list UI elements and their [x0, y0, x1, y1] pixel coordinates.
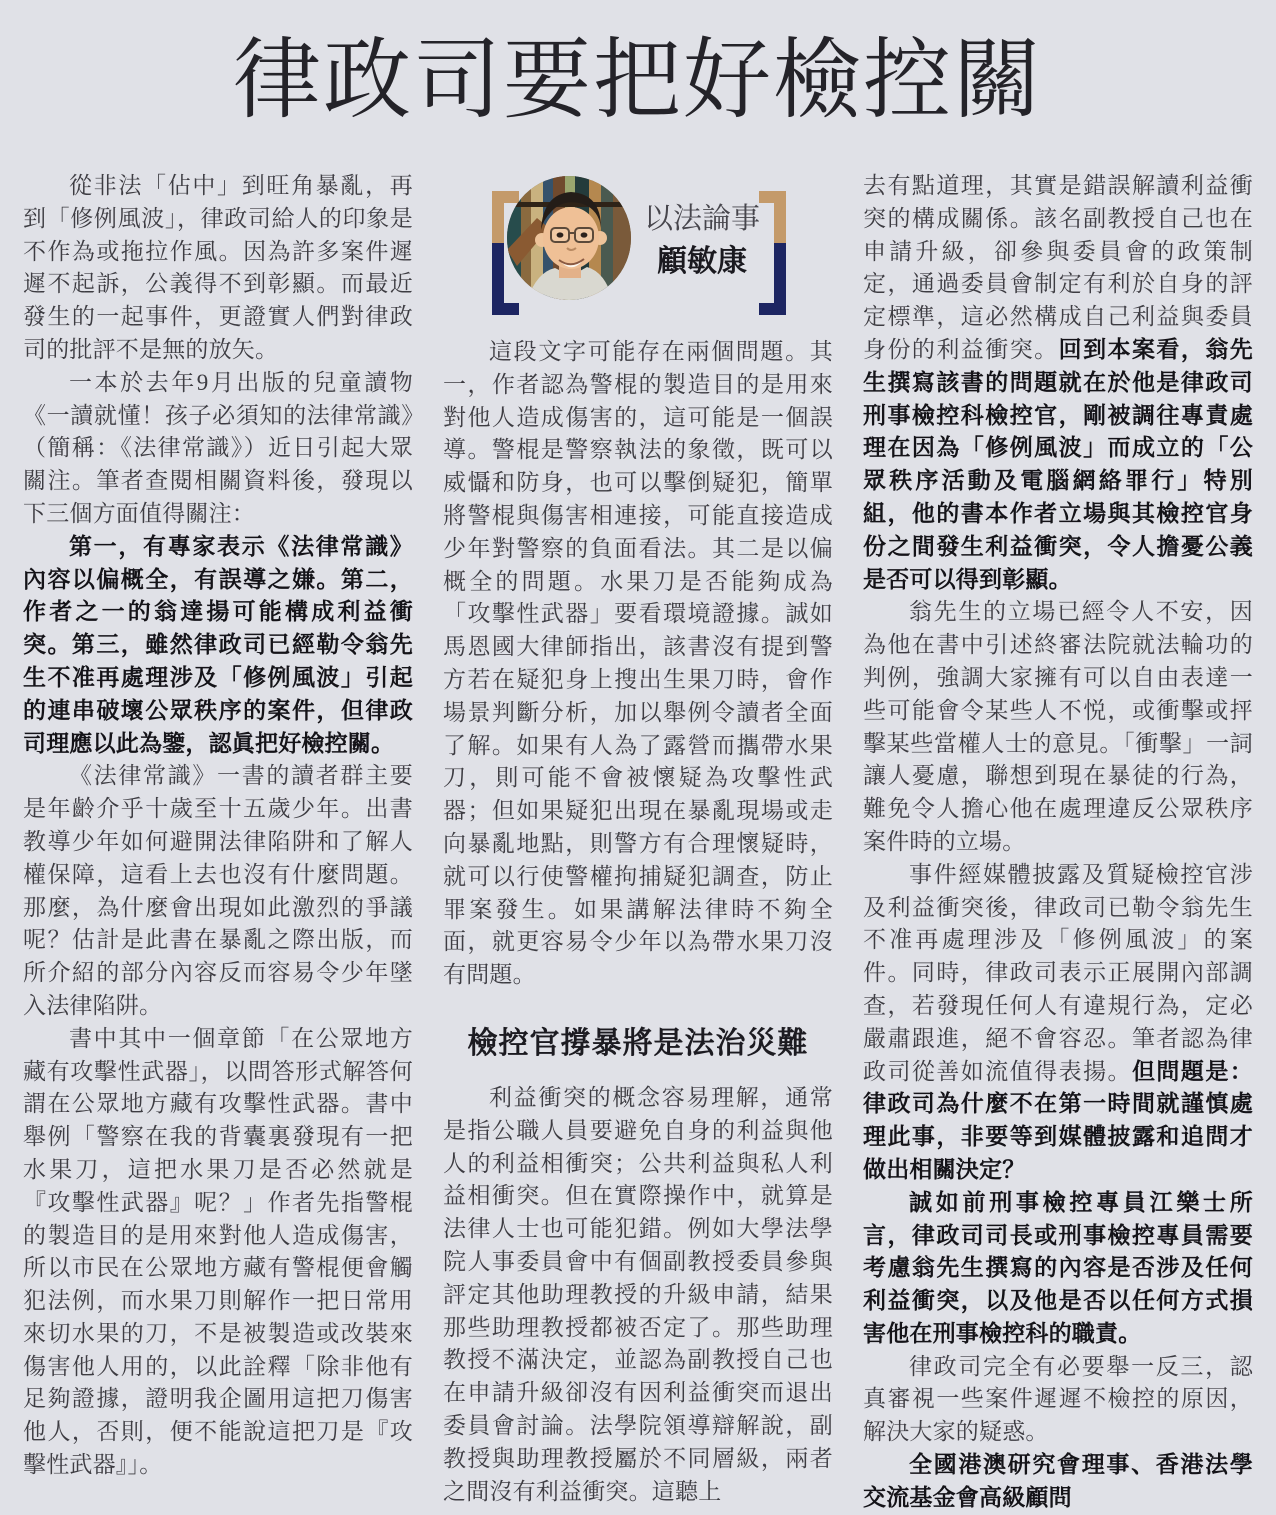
text-run: 事件經媒體披露及質疑檢控官涉及利益衝突後，律政司已勒令翁先生不准再處理涉及「修例風波」的案件。同時，律政司表示正展開內部調查，若發現任何人有違規行為，定必嚴肅跟進，絕不會容忍。筆者認為律政司從善如流值得表揚。	[863, 861, 1253, 1084]
paragraph	[23, 531, 413, 761]
bold-text-run: 全國港澳研究會理事、香港法學交流基金會高級顧問	[863, 1452, 1253, 1510]
paragraph	[863, 170, 1253, 596]
paragraph	[863, 1449, 1253, 1515]
byline-column-name: 以法論事	[643, 203, 760, 235]
text-run: 《法律常識》一書的讀者群主要是年齡介乎十歲至十五歲少年。出書教導少年如何避開法律陷阱和了解人權保障，這看上去也沒有什麼問題。那麼，為什麼會出現如此激烈的爭議呢？估計是此書在暴亂之際出版，而所介紹的部分內容反而容易令少年墜入法律陷阱。	[23, 763, 413, 1018]
bold-text-run: 回到本案看，翁先生撰寫該書的問題就在於他是律政司刑事檢控科檢控官，剛被調往專責處理在因為「修例風波」而成立的「公眾秩序活動及電腦網絡罪行」特別組，他的書本作者立場與其檢控官身份之間發生利益衝突，令人擔憂公義是否可以得到彰顯。	[863, 336, 1253, 592]
article-columns	[0, 170, 1276, 1515]
paragraph	[863, 1351, 1253, 1449]
text-run: 書中其中一個章節「在公眾地方藏有攻擊性武器」，以問答形式解答何謂在公眾地方藏有攻擊性武器。書中舉例「警察在我的背囊裏發現有一把水果刀，這把水果刀是否必然就是『攻擊性武器』呢？」作者先指警棍的製造目的是用來對他人造成傷害，所以市民在公眾地方藏有警棍便會觸犯法例，而水果刀則解作一把日常用來切水果的刀，不是被製造或改裝來傷害他人用的，以此詮釋「除非他有足夠證據，證明我企圖用這把刀傷害他人，否則，便不能說這把刀是『攻擊性武器』」。	[23, 1025, 413, 1478]
text-run: 一本於去年9月出版的兒童讀物《一讀就懂！孩子必須知的法律常識》（簡稱：《法律常識》）近日引起大眾關注。筆者查閱相關資料後，發現以下三個方面值得關注：	[23, 369, 413, 526]
article-title: 律政司要把好檢控關	[232, 33, 1043, 130]
text-run: 律政司完全有必要舉一反三，認真審視一些案件遲遲不檢控的原因，解決大家的疑惑。	[863, 1353, 1253, 1445]
paragraph	[23, 367, 413, 531]
bold-text-run: 但問題是：律政司為什麼不在第一時間就謹慎處理此事，非要等到媒體披露和追問才做出相關決定？	[863, 1058, 1253, 1182]
text-run: 去有點道理，其實是錯誤解讀利益衝突的構成關係。該名副教授自己也在申請升級，卻參與委員會的政策制定，通過委員會制定有利於自身的評定標準，這必然構成自己利益與委員身份的利益衝突。	[863, 173, 1253, 362]
text-run: 利益衝突的概念容易理解，通常是指公職人員要避免自身的利益與他人的利益相衝突；公共利益與私人利益相衝突。但在實際操作中，就算是法律人士也可能犯錯。例如大學法學院人事委員會中有個副教授委員參與評定其他助理教授的升級申請，結果那些助理教授都被否定了。那些助理教授不滿決定，並認為副教授自己也在申請升級卻沒有因利益衝突而退出委員會討論。法學院領導辯解說，副教授與助理教授屬於不同層級，兩者之間沒有利益衝突。這聽上	[443, 1084, 833, 1504]
section-subheading: 檢控官撐暴將是法治災難	[467, 1026, 809, 1060]
column-middle	[443, 170, 833, 1508]
newspaper-page	[0, 26, 1276, 1510]
paragraph	[23, 170, 413, 367]
author-photo	[507, 176, 631, 300]
paragraph	[23, 1023, 413, 1482]
paragraph	[443, 1082, 833, 1508]
paragraph	[863, 596, 1253, 858]
paragraph	[863, 1187, 1253, 1351]
paragraph	[443, 336, 833, 992]
column-left	[23, 170, 413, 1482]
byline-text	[639, 202, 765, 280]
paragraph	[23, 760, 413, 1022]
text-run: 從非法「佔中」到旺角暴亂，再到「修例風波」，律政司給人的印象是不作為或拖拉作風。因為許多案件遲遲不起訴，公義得不到彰顯。而最近發生的一起事件，更證實人們對律政司的批評不是無的放矢。	[23, 173, 413, 362]
text-run: 這段文字可能存在兩個問題。其一，作者認為警棍的製造目的是用來對他人造成傷害的，這可能是一個誤導。警棍是警察執法的象徵，既可以威懾和防身，也可以擊倒疑犯，簡單將警棍與傷害相連接，可能直接造成少年對警察的負面看法。其二是以偏概全的問題。水果刀是否能夠成為「攻擊性武器」要看環境證據。誠如馬恩國大律師指出，該書沒有提到警方若在疑犯身上搜出生果刀時，會作場景判斷分析，加以舉例令讀者全面了解。如果有人為了露營而攜帶水果刀，則可能不會被懷疑為攻擊性武器；但如果疑犯出現在暴亂現場或走向暴亂地點，則警方有合理懷疑時，就可以行使警權拘捕疑犯調查，防止罪案發生。如果講解法律時不夠全面，就更容易令少年以為帶水果刀沒有問題。	[443, 339, 833, 988]
text-run: 翁先生的立場已經令人不安，因為他在書中引述終審法院就法輪功的判例，強調大家擁有可以自由表達一些可能會令某些人不悦，或衝擊或抨擊某些當權人士的意見。「衝擊」一詞讓人憂慮，聯想到現在暴徒的行為，難免令人擔心他在處理違反公眾秩序案件時的立場。	[863, 599, 1253, 854]
column-right	[863, 170, 1253, 1515]
bold-text-run: 第一，有專家表示《法律常識》內容以偏概全，有誤導之嫌。第二，作者之一的翁達揚可能構成利益衝突。第三，雖然律政司已經勒令翁先生不准再處理涉及「修例風波」引起的連串破壞公眾秩序的案件，但律政司理應以此為鑒，認眞把好檢控關。	[23, 533, 413, 756]
byline-bracket-right-icon	[759, 190, 793, 316]
byline-author-name: 顧敏康	[657, 245, 747, 278]
bold-text-run: 誠如前刑事檢控專員江樂士所言，律政司司長或刑事檢控專員需要考慮翁先生撰寫的內容是否涉及任何利益衝突，以及他是否以任何方式損害他在刑事檢控科的職責。	[863, 1189, 1253, 1346]
column-middle-text	[443, 336, 833, 1508]
byline-box	[443, 170, 833, 336]
paragraph	[863, 859, 1253, 1187]
